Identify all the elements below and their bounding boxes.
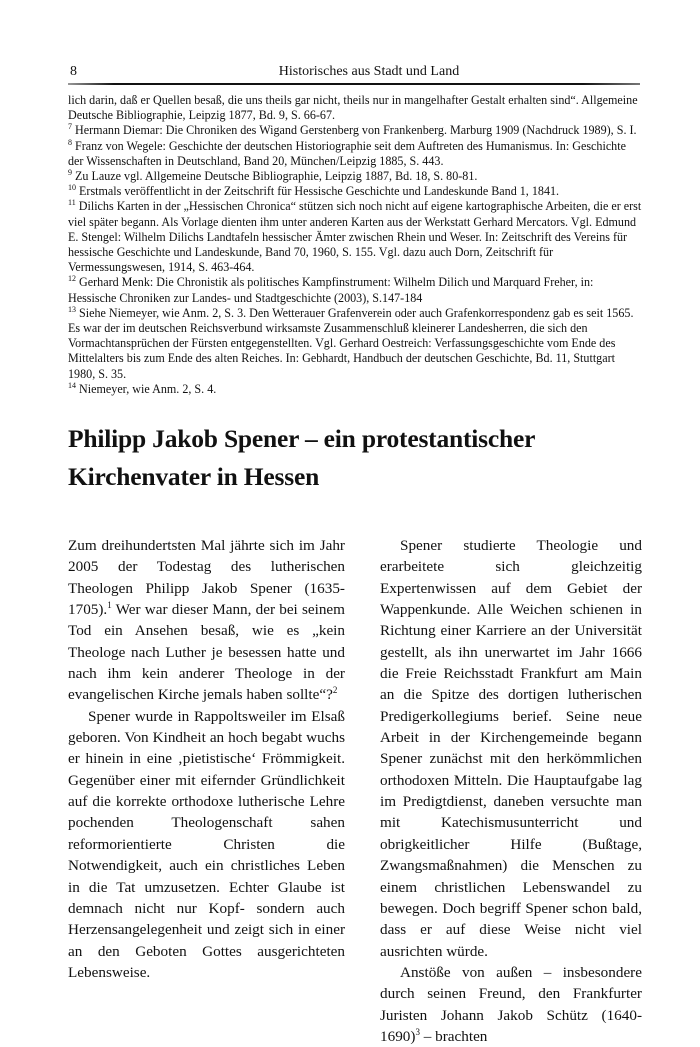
footnote-number: 14 [68,380,76,390]
header-rule [68,83,640,85]
footnote-number: 7 [68,122,72,132]
right-column [380,535,642,1047]
paragraph-text: Wer war dieser Mann, der bei seinem Tod ein Ansehen besaß, wie es „kein Theologe nach Luther je besessen hatte und nach ihm kein anderer Theologe in der evangelischen Kirche jemals haben sollte“? [68,601,345,704]
footnote-text: Siehe Niemeyer, wie Anm. 2, S. 3. Den Wetterauer Grafenverein oder auch Grafenkorrespondenz gab es seit 1565. Es war der im deutschen Reichsverbund wirksamste Zusammenschluß kleinerer Landesherren, die sich den Vormachtansprüchen der Fürsten entgegenstellten. Vgl. Gerhard Oestreich: Verfassungsgeschichte vom Ende des Mittelalters bis zum Ende des alten Reiches. In: Gebhardt, Handbuch der deutschen Geschichte, Bd. 11, Stuttgart 1980, S. 35. [68,305,634,381]
footnote-13 [68,306,643,382]
page-number: 8 [70,64,77,79]
footnotes [68,93,643,397]
paragraph-text: Spener wurde in Rappoltsweiler im Elsaß geboren. Von Kindheit an hoch begabt wuchs er hinein in eine ‚pietistische‘ Frömmigkeit. Gegenüber einer mit eifernder Gründlichkeit auf die korrekte orthodoxe lutherische Lehre pochenden Theologenschaft sahen reformorientierte Christen die Notwendigkeit, auch ein christliches Leben in die Tat umzusetzen. Echter Glaube ist demnach nicht nur Kopf- sondern auch Herzensangelegenheit und zeigt sich in einer an den Geboten Gottes ausgerichteten Lebensweise. [68,707,345,981]
footnote-10 [68,184,643,199]
footnote-text: Hermann Diemar: Die Chroniken des Wigand Gerstenberg von Frankenberg. Marburg 1909 (Nachdruck 1989), S. I. [75,123,637,138]
left-column [68,535,345,983]
footnote-text: Gerhard Menk: Die Chronistik als politisches Kampfinstrument: Wilhelm Dilich und Marquard Freher, in: Hessische Chroniken zur Landes- und Stadtgeschichte (2003), S.147-184 [68,275,594,305]
footnote-number: 8 [68,137,72,147]
paragraph [68,706,345,983]
paragraph-text: Zum dreihundertsten Mal jährte sich im Jahr 2005 der Todestag des lutherischen Theologen Philipp Jakob Spener (1635-1705). [68,537,345,619]
footnote-text: Niemeyer, wie Anm. 2, S. 4. [79,381,217,396]
paragraph [380,962,642,1047]
footnote-12 [68,275,643,305]
running-title: Historisches aus Stadt und Land [278,64,460,79]
footnote-ref: 3 [415,1026,420,1037]
paragraph-text: Anstöße von außen – insbesondere durch seinen Freund, den Frankfurter Juristen Johann Jakob Schütz (1640-1690) [380,963,642,1045]
footnote-text: Zu Lauze vgl. Allgemeine Deutsche Bibliographie, Leipzig 1887, Bd. 18, S. 80-81. [75,169,478,184]
footnote-14 [68,382,643,397]
footnote-number: 13 [68,304,76,314]
footnote-ref: 1 [107,600,112,611]
footnote-11 [68,199,643,275]
footnote-text: Erstmals veröffentlicht in der Zeitschrift für Hessische Geschichte und Landeskunde Band 1, 1841. [79,184,560,199]
footnote-text: Dilichs Karten in der „Hessischen Chronica“ stützen sich noch nicht auf eigene kartographische Arbeiten, die er erst viel später begann. Als Vorlage dienten ihm unter anderen Karten aus der Werkstatt Gerhard Mercators. Vgl. Edmund E. Stengel: Wilhelm Dilichs Landtafeln hessischer Ämter zwischen Rhein und Weser. In: Zeitschrift des Vereins für hessische Geschichte und Landeskunde, Band 70, 1960, S. 155. Vgl. dazu auch Dorn, Zeitschrift für Vermessungswesen, 1914, S. 463-464. [68,199,642,275]
footnote-text: Franz von Wegele: Geschichte der deutschen Historiographie seit dem Auftreten des Humanismus. In: Geschichte der Wissenschaften in Deutschland, Band 20, München/Leipzig 1885, S. 443. [68,138,626,168]
footnote-number: 12 [68,274,76,284]
footnote-8 [68,139,643,169]
footnote-text: lich darin, daß er Quellen besaß, die uns theils gar nicht, theils nur in mangelhafter Gestalt erhalten sind“. Allgemeine Deutsche Bibliographie, Leipzig 1877, Bd. 9, S. 66-67. [68,93,638,123]
footnote-number: 9 [68,168,72,178]
footnote-continued [68,93,643,123]
footnote-7 [68,123,643,138]
paragraph-text: Spener studierte Theologie und erarbeitete sich gleichzeitig Expertenwissen auf dem Gebiet der Wappenkunde. Alle Weichen schienen in Richtung einer Karriere an der Universität gestellt, als ihn unerwartet im Jahr 1666 die Freie Reichsstadt Frankfurt am Main an die Spitze des dortigen lutherischen Predigerkollegiums berief. Seine neue Arbeit in der Kirchengemeinde begann Spener zunächst mit den herkömmlichen orthodoxen Mitteln. Die Hauptaufgabe lag im Predigtdienst, daneben versuchte man mit Katechismusunterricht und obrigkeitlicher Hilfe (Bußtage, Zwangsmaßnahmen) die Menschen zu einem christlichen Lebenswandel zu bewegen. Doch begriff Spener schon bald, dass er auf diese Weise nicht viel ausrichten würde. [380,537,642,960]
paragraph-text: – brachten [419,1027,488,1045]
footnote-number: 10 [68,183,76,193]
footnote-9 [68,169,643,184]
footnote-ref: 2 [332,685,338,696]
article-title: Philipp Jakob Spener – ein protestantischer Kirchenvater in Hessen [68,424,535,491]
paragraph [380,535,642,962]
footnote-number: 11 [68,198,76,208]
running-header [68,64,640,84]
paragraph [68,535,345,706]
